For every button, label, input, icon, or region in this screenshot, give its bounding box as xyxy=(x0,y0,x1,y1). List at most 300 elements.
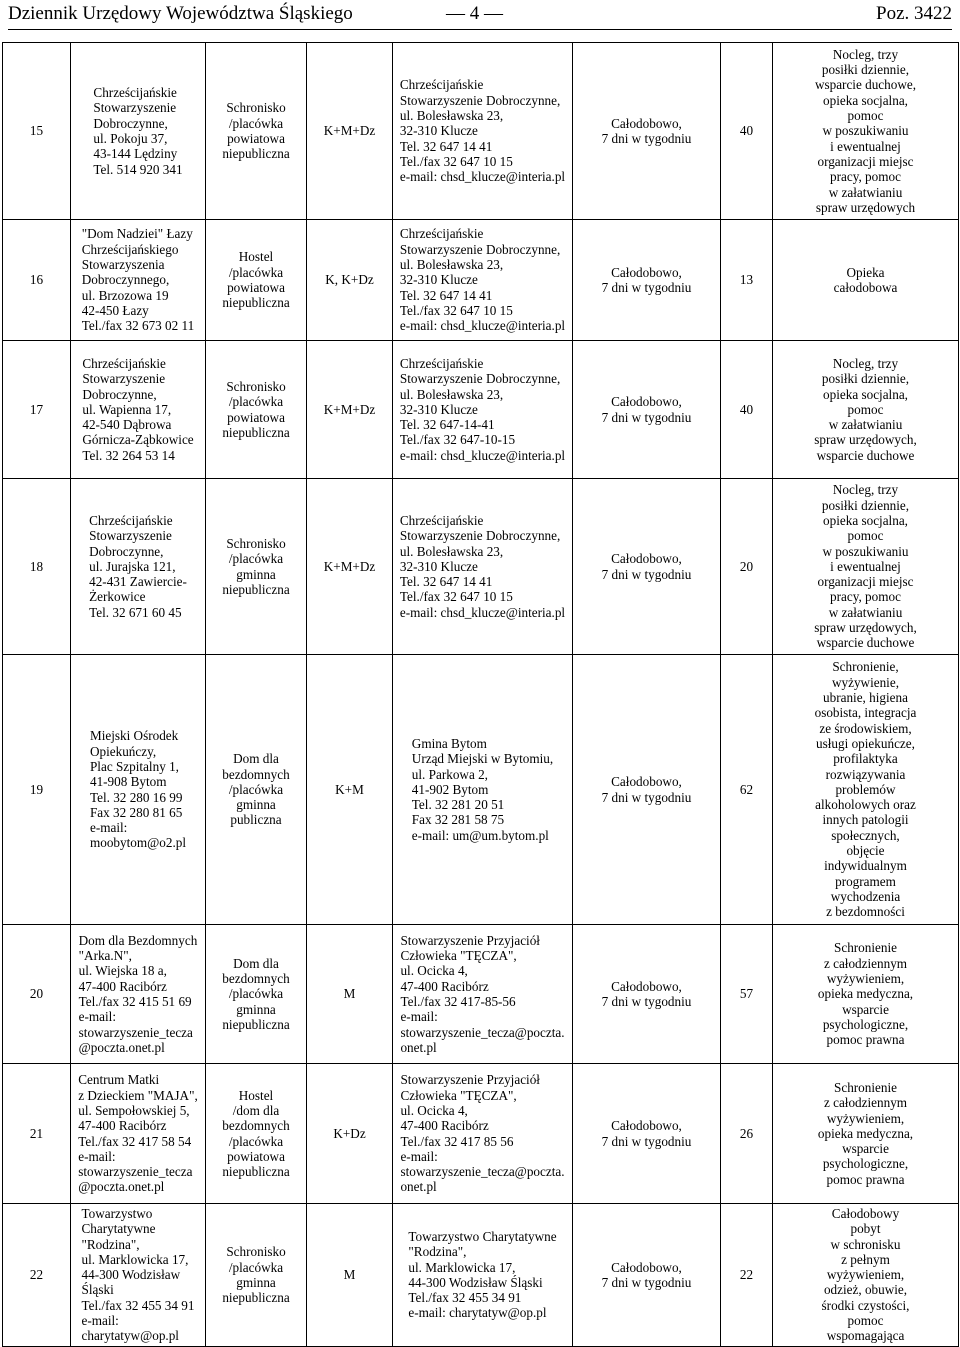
services-offered-line: wyżywieniem, xyxy=(826,971,905,987)
places-count-cell: 40 xyxy=(721,43,773,220)
page-header xyxy=(8,0,952,30)
operator-contact-line: e-mail: chsd_klucze@interia.pl xyxy=(399,169,566,185)
services-offered-line: ubranie, higiena xyxy=(823,690,908,706)
services-offered-line: Opieka xyxy=(846,264,885,280)
services-offered-line: wsparcie duchowe xyxy=(816,635,915,651)
operator-contact-cell xyxy=(393,479,573,655)
facility-type-line: Hostel xyxy=(238,249,274,265)
operator-contact-line: Fax 32 281 58 75 xyxy=(411,812,505,828)
operator-contact-line: Stowarzyszenie Dobroczynne, xyxy=(399,92,561,108)
services-offered-cell xyxy=(773,220,959,341)
services-offered-line: spraw urzędowych, xyxy=(814,620,917,636)
operator-contact-line: Tel. 32 647 14 41 xyxy=(399,287,493,303)
services-offered-line: wyżywieniem, xyxy=(826,1110,905,1126)
operator-contact xyxy=(400,356,565,463)
service-mode xyxy=(311,782,388,797)
services-offered-line: Schronienie, xyxy=(832,659,899,675)
services-offered-line: osobista, integracja xyxy=(814,705,917,721)
operator-contact xyxy=(400,933,564,1055)
facility-type xyxy=(210,1244,302,1305)
opening-hours-cell xyxy=(573,655,721,925)
facility-type-line: gminna xyxy=(236,797,276,813)
facility-name-address-line: ul. Wapienna 17, xyxy=(82,401,172,417)
services-offered-line: opieka socjalna, xyxy=(823,512,908,528)
facility-name-address-line: Charytatywne xyxy=(81,1221,156,1237)
facility-type-line: Schronisko xyxy=(226,535,286,551)
facility-type-line: gminna xyxy=(236,566,276,582)
opening-hours-line: Całodobowo, xyxy=(611,551,682,567)
opening-hours-line: Całodobowo, xyxy=(611,978,682,994)
services-offered-line: pobyt xyxy=(850,1221,881,1237)
service-mode-line: K, K+Dz xyxy=(325,272,374,288)
facility-name-address-line: Chrześcijańskie xyxy=(93,85,177,101)
facility-name-address-line: ul. Marklowicka 17, xyxy=(81,1251,189,1267)
row-number-cell: 15 xyxy=(3,43,71,220)
opening-hours-line: 7 dni w tygodniu xyxy=(601,789,692,805)
facility-name-address-line: Tel./fax 32 417 58 54 xyxy=(78,1133,192,1149)
facility-type-line: bezdomnych xyxy=(222,766,290,782)
table-row xyxy=(3,43,959,220)
operator-contact-line: onet.pl xyxy=(400,1179,437,1195)
facility-name-address-line: e-mail: xyxy=(81,1313,119,1329)
service-mode-cell xyxy=(307,655,393,925)
facility-name-address-line: e-mail: xyxy=(78,1148,116,1164)
facility-type-cell xyxy=(206,1204,307,1347)
row-number-cell: 17 xyxy=(3,341,71,479)
opening-hours-cell xyxy=(573,43,721,220)
facility-name-address-line: ul. Brzozowa 19 xyxy=(81,287,169,303)
facility-name-address-line: ul. Pokoju 37, xyxy=(93,131,168,146)
facility-type-line: powiatowa xyxy=(227,280,285,295)
opening-hours xyxy=(577,265,716,296)
services-offered-line: posiłki dziennie, xyxy=(821,371,910,387)
operator-contact-line: Gmina Bytom xyxy=(411,735,487,751)
table-row xyxy=(3,220,959,341)
operator-contact-line: 47-400 Racibórz xyxy=(400,1118,489,1134)
facility-name-address-line: Żerkowice xyxy=(89,589,146,605)
services-offered-line: programem xyxy=(835,873,896,889)
services-offered-line: wyżywienie, xyxy=(831,674,899,690)
facility-type-line: niepubliczna xyxy=(222,295,290,311)
services-offered-line: pomoc prawna xyxy=(826,1032,905,1048)
facility-name-address xyxy=(93,85,182,177)
services-offered-cell xyxy=(773,43,959,220)
operator-contact-line: e-mail: charytatyw@op.pl xyxy=(408,1305,547,1321)
facility-type-line: bezdomnych xyxy=(222,971,290,987)
operator-contact-line: Tel. 32 647 14 41 xyxy=(399,138,493,154)
services-offered-line: spraw urzędowych, xyxy=(814,432,917,448)
operator-contact-line: "Rodzina", xyxy=(408,1244,467,1260)
facility-name-address-line: 44-300 Wodzisław xyxy=(81,1267,181,1283)
operator-contact xyxy=(400,226,565,333)
facility-type-cell xyxy=(206,655,307,925)
facility-type-line: powiatowa xyxy=(227,1148,285,1164)
services-offered-line: w załatwianiu xyxy=(828,604,903,620)
operator-contact-line: 32-310 Klucze xyxy=(399,123,478,139)
places-count-cell: 13 xyxy=(721,220,773,341)
services-offered-line: Schronienie xyxy=(834,940,897,956)
facility-name-address-line: Tel./fax 32 455 34 91 xyxy=(81,1297,195,1313)
operator-contact-line: onet.pl xyxy=(400,1039,437,1055)
operator-contact-line: e-mail: chsd_klucze@interia.pl xyxy=(399,604,566,620)
facility-name-address-line: Tel. 32 671 60 45 xyxy=(89,604,182,620)
facility-name-address xyxy=(79,933,198,1055)
services-offered-line: posiłki dziennie, xyxy=(821,62,910,78)
facility-type-cell xyxy=(206,479,307,655)
operator-contact-cell xyxy=(393,43,573,220)
opening-hours-cell xyxy=(573,479,721,655)
services-offered-line: z całodziennym xyxy=(823,955,908,971)
service-mode xyxy=(311,986,388,1001)
services-offered-line: pomoc xyxy=(847,108,884,124)
services-offered xyxy=(777,482,954,650)
facility-type-line: powiatowa xyxy=(227,409,285,425)
facility-type xyxy=(210,751,302,827)
opening-hours-line: 7 dni w tygodniu xyxy=(601,1274,692,1290)
operator-contact-cell xyxy=(393,1064,573,1204)
service-mode-cell xyxy=(307,220,393,341)
operator-contact-line: 32-310 Klucze xyxy=(399,401,478,417)
service-mode-cell xyxy=(307,479,393,655)
opening-hours-cell xyxy=(573,925,721,1064)
operator-contact xyxy=(400,77,565,184)
facility-type-line: Schronisko xyxy=(226,1244,286,1260)
facility-name-address-line: Towarzystwo xyxy=(81,1206,153,1221)
operator-contact-cell xyxy=(393,655,573,925)
opening-hours xyxy=(577,551,716,582)
row-number-cell: 20 xyxy=(3,925,71,1064)
operator-contact-line: Tel./fax 32 647 10 15 xyxy=(399,589,513,605)
operator-contact-line: Stowarzyszenie Dobroczynne, xyxy=(399,241,561,257)
facility-name-address xyxy=(82,1206,195,1344)
services-offered-line: usługi opiekuńcze, xyxy=(816,735,915,751)
facility-name-address-line: 42-540 Dąbrowa xyxy=(82,417,172,433)
facility-type-line: niepubliczna xyxy=(222,581,290,597)
opening-hours-line: Całodobowo, xyxy=(611,115,682,131)
facility-name-address-line: Centrum Matki xyxy=(78,1072,160,1088)
facility-type-line: niepubliczna xyxy=(222,1016,290,1032)
operator-contact-line: ul. Bolesławska 23, xyxy=(399,543,504,559)
services-offered-line: innych patologii xyxy=(822,812,909,828)
services-offered-line: pracy, pomoc xyxy=(830,169,901,185)
service-mode-cell xyxy=(307,1064,393,1204)
facility-name-address-line: e-mail: xyxy=(78,1009,117,1025)
operator-contact-line: Tel./fax 32 417 85 56 xyxy=(400,1133,514,1149)
services-offered-line: Schronienie xyxy=(834,1079,897,1095)
service-mode-line: K+M xyxy=(335,781,364,797)
operator-contact-line: Chrześcijańskie xyxy=(399,355,484,371)
operator-contact-line: e-mail: xyxy=(400,1148,438,1164)
operator-contact-line: Człowieka "TĘCZA", xyxy=(400,1087,517,1103)
services-offered-line: Nocleg, trzy xyxy=(832,355,899,371)
header-rule xyxy=(8,29,952,30)
facility-name-address-line: Plac Szpitalny 1, xyxy=(89,758,179,774)
services-offered-line: społecznych, xyxy=(831,827,900,843)
services-offered-cell xyxy=(773,655,959,925)
facility-name-address xyxy=(82,356,193,463)
services-offered-line: pracy, pomoc xyxy=(830,589,901,605)
opening-hours-line: 7 dni w tygodniu xyxy=(601,131,692,146)
services-offered-line: ze środowiskiem, xyxy=(819,720,912,736)
services-offered-line: środki czystości, xyxy=(821,1297,910,1313)
operator-contact-line: 32-310 Klucze xyxy=(399,272,478,288)
operator-contact-line: Chrześcijańskie xyxy=(399,226,484,242)
operator-contact-line: e-mail: chsd_klucze@interia.pl xyxy=(399,318,566,334)
facility-name-address-line: 47-400 Racibórz xyxy=(78,978,167,994)
operator-contact-line: e-mail: chsd_klucze@interia.pl xyxy=(399,447,566,463)
services-offered xyxy=(777,265,954,296)
operator-contact-line: ul. Marklowicka 17, xyxy=(408,1259,516,1275)
facility-type-cell xyxy=(206,341,307,479)
opening-hours-line: Całodobowo, xyxy=(611,264,682,280)
facility-name-address-cell xyxy=(71,925,206,1064)
facility-name-address-cell xyxy=(71,220,206,341)
facility-type-line: Hostel xyxy=(238,1087,274,1103)
services-offered-line: w schronisku xyxy=(830,1236,901,1252)
services-offered xyxy=(777,356,954,463)
facility-name-address-cell xyxy=(71,1204,206,1347)
operator-contact-line: Tel. 32 281 20 51 xyxy=(411,797,505,813)
operator-contact-line: Tel./fax 32 647 10 15 xyxy=(399,302,513,318)
opening-hours-line: Całodobowo, xyxy=(611,774,682,790)
facility-type-line: gminna xyxy=(236,1274,276,1290)
service-mode-line: K+M+Dz xyxy=(323,123,376,139)
facility-type-line: Schronisko xyxy=(226,378,286,394)
facility-name-address-line: Fax 32 280 81 65 xyxy=(89,804,183,820)
operator-contact xyxy=(400,1072,564,1194)
operator-contact-line: Tel. 32 647-14-41 xyxy=(399,417,495,433)
opening-hours-cell xyxy=(573,341,721,479)
operator-contact-line: ul. Ocicka 4, xyxy=(400,1102,468,1118)
facility-name-address-line: Dobroczynne, xyxy=(93,115,168,131)
service-mode-line: M xyxy=(343,1267,356,1283)
facility-type-line: niepubliczna xyxy=(222,1290,290,1306)
places-count-cell: 62 xyxy=(721,655,773,925)
service-mode xyxy=(311,123,388,138)
facility-name-address-line: Opiekuńczy, xyxy=(89,743,157,759)
row-number-cell: 22 xyxy=(3,1204,71,1347)
services-offered xyxy=(777,1080,954,1187)
operator-contact-cell xyxy=(393,1204,573,1347)
operator-contact-line: Stowarzyszenie Dobroczynne, xyxy=(399,528,561,544)
service-mode xyxy=(311,559,388,574)
operator-contact-cell xyxy=(393,925,573,1064)
service-mode-cell xyxy=(307,43,393,220)
services-offered-line: opieka medyczna, xyxy=(817,986,914,1002)
facility-name-address-line: Chrześcijańskie xyxy=(89,512,173,528)
facility-name-address-line: Dobroczynne, xyxy=(89,543,164,559)
facility-type-line: bezdomnych xyxy=(222,1118,290,1134)
table-row xyxy=(3,925,959,1064)
facility-name-address-line: Dom dla Bezdomnych xyxy=(78,932,198,948)
services-offered-line: opieka socjalna, xyxy=(823,92,908,108)
services-offered-line: indywidualnym xyxy=(824,858,907,874)
services-offered-line: pomoc xyxy=(847,528,884,544)
services-offered-line: psychologiczne, xyxy=(822,1156,909,1172)
operator-contact-line: e-mail: xyxy=(400,1009,438,1025)
facility-name-address-line: e-mail: xyxy=(89,820,128,836)
service-mode xyxy=(311,1267,388,1282)
facility-name-address-line: z Dzieckiem "MAJA", xyxy=(78,1087,198,1103)
facility-name-address-cell xyxy=(71,655,206,925)
opening-hours-line: 7 dni w tygodniu xyxy=(601,409,692,425)
operator-contact-line: Tel./fax 32 455 34 91 xyxy=(408,1290,522,1306)
facility-name-address-line: 42-431 Zawiercie- xyxy=(89,574,187,590)
table-row xyxy=(3,1204,959,1347)
facility-name-address-line: Tel. 32 280 16 99 xyxy=(89,789,183,805)
operator-contact-line: Stowarzyszenie Przyjaciół xyxy=(400,1072,540,1088)
facility-name-address-line: Tel./fax 32 673 02 11 xyxy=(81,318,195,334)
facility-type-line: publiczna xyxy=(230,812,282,828)
service-mode xyxy=(311,402,388,417)
opening-hours-cell xyxy=(573,1204,721,1347)
opening-hours-line: Całodobowo, xyxy=(611,394,682,410)
services-offered-line: opieka medyczna, xyxy=(817,1125,914,1141)
facility-name-address-line: moobytom@o2.pl xyxy=(89,835,187,851)
facility-type xyxy=(210,956,302,1032)
operator-contact xyxy=(400,513,565,620)
services-offered-line: pomoc prawna xyxy=(826,1171,905,1187)
services-offered-line: wsparcie xyxy=(842,1001,889,1017)
operator-contact-line: Człowieka "TĘCZA", xyxy=(400,948,517,964)
facility-type-line: /placówka xyxy=(228,394,284,410)
facility-type-line: /placówka xyxy=(228,1133,284,1149)
services-offered-cell xyxy=(773,1064,959,1204)
operator-contact-line: Chrześcijańskie xyxy=(399,77,484,93)
facility-type-cell xyxy=(206,925,307,1064)
table-row xyxy=(3,341,959,479)
facility-name-address-line: charytatyw@op.pl xyxy=(81,1328,179,1344)
operator-contact-line: Towarzystwo Charytatywne xyxy=(408,1228,557,1244)
facility-name-address xyxy=(78,1072,198,1194)
opening-hours xyxy=(577,116,716,147)
services-offered-line: organizacji miejsc xyxy=(817,153,914,169)
operator-contact xyxy=(412,736,553,843)
service-mode-line: K+Dz xyxy=(333,1125,366,1141)
operator-contact-line: Chrześcijańskie xyxy=(399,512,484,528)
operator-contact xyxy=(408,1229,556,1321)
opening-hours xyxy=(577,979,716,1010)
facility-name-address-line: @poczta.onet.pl xyxy=(78,1039,165,1055)
facility-name-address-line: stowarzyszenie_tecza xyxy=(78,1164,193,1180)
operator-contact-line: ul. Ocicka 4, xyxy=(400,963,468,979)
facility-type-line: Dom dla xyxy=(233,955,279,971)
services-offered-line: w poszukiwaniu xyxy=(822,543,909,559)
facility-name-address-line: Stowarzyszenie xyxy=(82,371,166,387)
places-count-cell: 22 xyxy=(721,1204,773,1347)
opening-hours-line: 7 dni w tygodniu xyxy=(601,566,692,582)
operator-contact-line: 44-300 Wodzisław Śląski xyxy=(408,1274,543,1290)
facility-name-address-line: Śląski xyxy=(81,1282,114,1298)
table-row xyxy=(3,655,959,925)
shelters-table xyxy=(2,42,959,1347)
facility-name-address-line: Dobroczynne, xyxy=(82,386,157,402)
operator-contact-line: stowarzyszenie_tecza@poczta. xyxy=(400,1164,565,1180)
journal-title: Dziennik Urzędowy Województwa Śląskiego xyxy=(8,3,353,24)
facility-name-address-line: 43-144 Lędziny xyxy=(93,146,178,162)
services-offered-line: z bezdomności xyxy=(826,904,905,920)
facility-type-line: Dom dla xyxy=(233,751,279,767)
operator-contact-line: e-mail: um@um.bytom.pl xyxy=(411,827,549,843)
operator-contact-line: Tel./fax 32 647-10-15 xyxy=(399,432,516,448)
facility-name-address-cell xyxy=(71,1064,206,1204)
operator-contact-cell xyxy=(393,220,573,341)
opening-hours xyxy=(577,774,716,805)
services-offered-line: w załatwianiu xyxy=(828,184,903,200)
services-offered-line: alkoholowych oraz xyxy=(815,797,916,813)
opening-hours-line: 7 dni w tygodniu xyxy=(601,280,692,295)
services-offered-cell xyxy=(773,925,959,1064)
facility-type xyxy=(210,100,302,161)
facility-name-address-line: Stowarzyszenie xyxy=(93,100,177,116)
services-offered-line: objęcie xyxy=(846,843,885,859)
places-count-cell: 26 xyxy=(721,1064,773,1204)
facility-name-address-line: stowarzyszenie_tecza xyxy=(78,1024,193,1040)
operator-contact-line: Tel. 32 647 14 41 xyxy=(399,574,493,590)
facility-name-address-line: ul. Sempołowskiej 5, xyxy=(78,1102,190,1118)
service-mode-line: K+M+Dz xyxy=(323,401,376,417)
service-mode-cell xyxy=(307,925,393,1064)
services-offered-line: i ewentualnej xyxy=(830,138,901,154)
services-offered-line: wspomagająca xyxy=(826,1328,905,1344)
facility-type-line: /placówka xyxy=(228,264,284,280)
facility-name-address-line: Tel./fax 32 415 51 69 xyxy=(78,994,192,1009)
facility-type xyxy=(210,1088,302,1180)
facility-name-address-line: Stowarzyszenie xyxy=(89,528,172,544)
row-number-cell: 18 xyxy=(3,479,71,655)
services-offered xyxy=(777,659,954,919)
operator-contact-line: 32-310 Klucze xyxy=(399,558,478,574)
facility-name-address-line: "Arka.N", xyxy=(78,948,132,964)
facility-type-line: Schronisko xyxy=(226,100,286,116)
facility-name-address-line: Górnicza-Ząbkowice xyxy=(82,432,194,448)
services-offered-line: i ewentualnej xyxy=(830,558,901,574)
services-offered xyxy=(777,1206,954,1344)
opening-hours-line: Całodobowo, xyxy=(611,1118,682,1134)
services-offered-line: Całodobowy xyxy=(831,1206,900,1221)
services-offered xyxy=(777,940,954,1047)
row-number-cell: 21 xyxy=(3,1064,71,1204)
operator-contact-line: ul. Bolesławska 23, xyxy=(399,386,504,402)
facility-type-line: /placówka xyxy=(228,551,284,567)
places-count-cell: 57 xyxy=(721,925,773,1064)
facility-name-address-line: @poczta.onet.pl xyxy=(78,1179,165,1195)
facility-name-address-line: Stowarzyszenia xyxy=(81,257,165,273)
service-mode-line: K+M+Dz xyxy=(323,558,376,574)
services-offered-line: rozwiązywania xyxy=(825,766,906,782)
services-offered-line: pomoc xyxy=(847,1313,884,1329)
facility-type xyxy=(210,536,302,597)
opening-hours-line: Całodobowo, xyxy=(611,1259,682,1275)
services-offered-line: w załatwianiu xyxy=(828,417,903,433)
table-row xyxy=(3,1064,959,1204)
opening-hours xyxy=(577,1260,716,1291)
services-offered-line: wsparcie xyxy=(842,1141,889,1157)
facility-name-address-line: ul. Jurajska 121, xyxy=(89,558,176,574)
row-number-cell: 19 xyxy=(3,655,71,925)
facility-type-cell xyxy=(206,43,307,220)
services-offered-cell xyxy=(773,1204,959,1347)
operator-contact-line: 47-400 Racibórz xyxy=(400,978,489,994)
opening-hours-cell xyxy=(573,1064,721,1204)
facility-type-line: niepubliczna xyxy=(222,424,290,440)
services-offered-line: z pełnym xyxy=(841,1251,890,1267)
facility-name-address-line: ul. Wiejska 18 a, xyxy=(78,963,167,979)
facility-type-line: powiatowa xyxy=(227,131,285,146)
opening-hours-line: 7 dni w tygodniu xyxy=(601,994,692,1009)
table-row xyxy=(3,479,959,655)
services-offered-line: problemów xyxy=(835,781,896,797)
